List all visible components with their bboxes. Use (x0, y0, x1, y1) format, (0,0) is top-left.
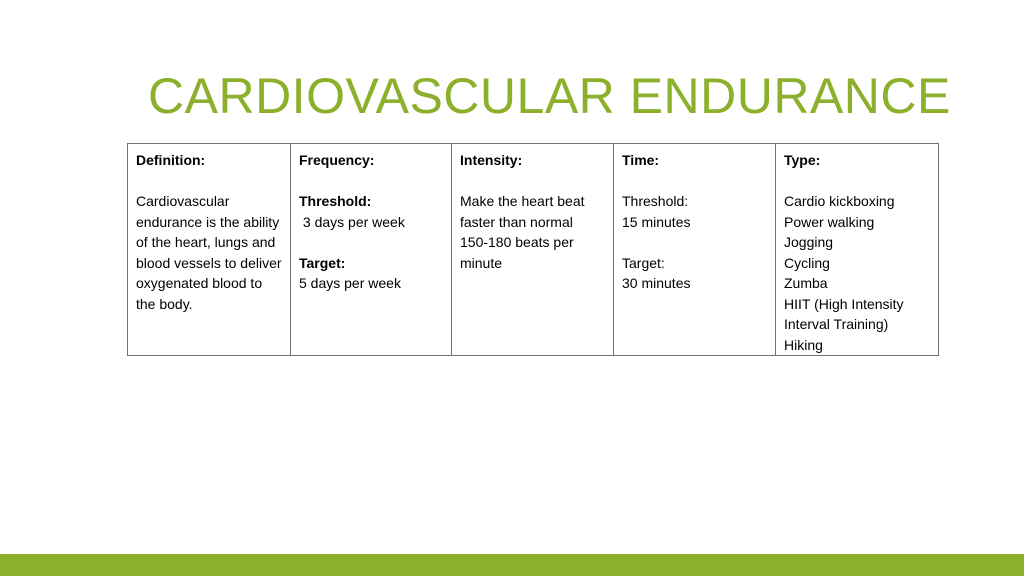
cell-text: Jogging (784, 234, 834, 250)
cell-heading: Time: (622, 152, 660, 168)
intensity-cell (452, 144, 614, 356)
cell-heading: Frequency: (299, 152, 375, 168)
cell-text: Cardiovascular endurance is the ability of the heart, lungs and blood vessels to deliver oxygenated blood to the body. (136, 193, 286, 312)
cell-text: Hiking (784, 336, 823, 353)
blank-line (622, 232, 767, 253)
table-row (128, 144, 939, 356)
blank-line (784, 171, 930, 192)
cell-text: Make the heart beat faster than normal (460, 193, 589, 230)
cell-heading: Type: (784, 152, 821, 168)
type-cell (776, 144, 939, 356)
cell-text: HIIT (High Intensity Interval Training) (784, 295, 908, 332)
cell-text: 5 days per week (299, 275, 401, 291)
cell-text: 150-180 beats per minute (460, 234, 578, 271)
cell-text: 3 days per week (299, 213, 405, 230)
definition-cell (128, 144, 291, 356)
time-cell (614, 144, 776, 356)
cell-text: Threshold: (622, 193, 689, 209)
cell-heading: Target: (299, 254, 346, 271)
frequency-cell (291, 144, 452, 356)
cell-heading: Threshold: (299, 193, 372, 209)
cell-text: Cycling (784, 254, 830, 271)
cell-text: 15 minutes (622, 213, 691, 230)
cell-text: Cardio kickboxing (784, 193, 895, 209)
cell-heading: Definition: (136, 152, 206, 168)
blank-line (460, 171, 605, 192)
slide-title: CARDIOVASCULAR ENDURANCE (148, 68, 951, 124)
blank-line (622, 171, 767, 192)
blank-line (136, 171, 282, 192)
cell-text: Power walking (784, 213, 875, 230)
cell-text: Target: (622, 254, 665, 271)
blank-line (299, 171, 443, 192)
bottom-accent-bar (0, 554, 1024, 576)
cell-text: 30 minutes (622, 275, 691, 291)
fitt-table (127, 143, 939, 356)
cell-heading: Intensity: (460, 152, 523, 168)
blank-line (299, 232, 443, 253)
cell-text: Zumba (784, 275, 828, 291)
